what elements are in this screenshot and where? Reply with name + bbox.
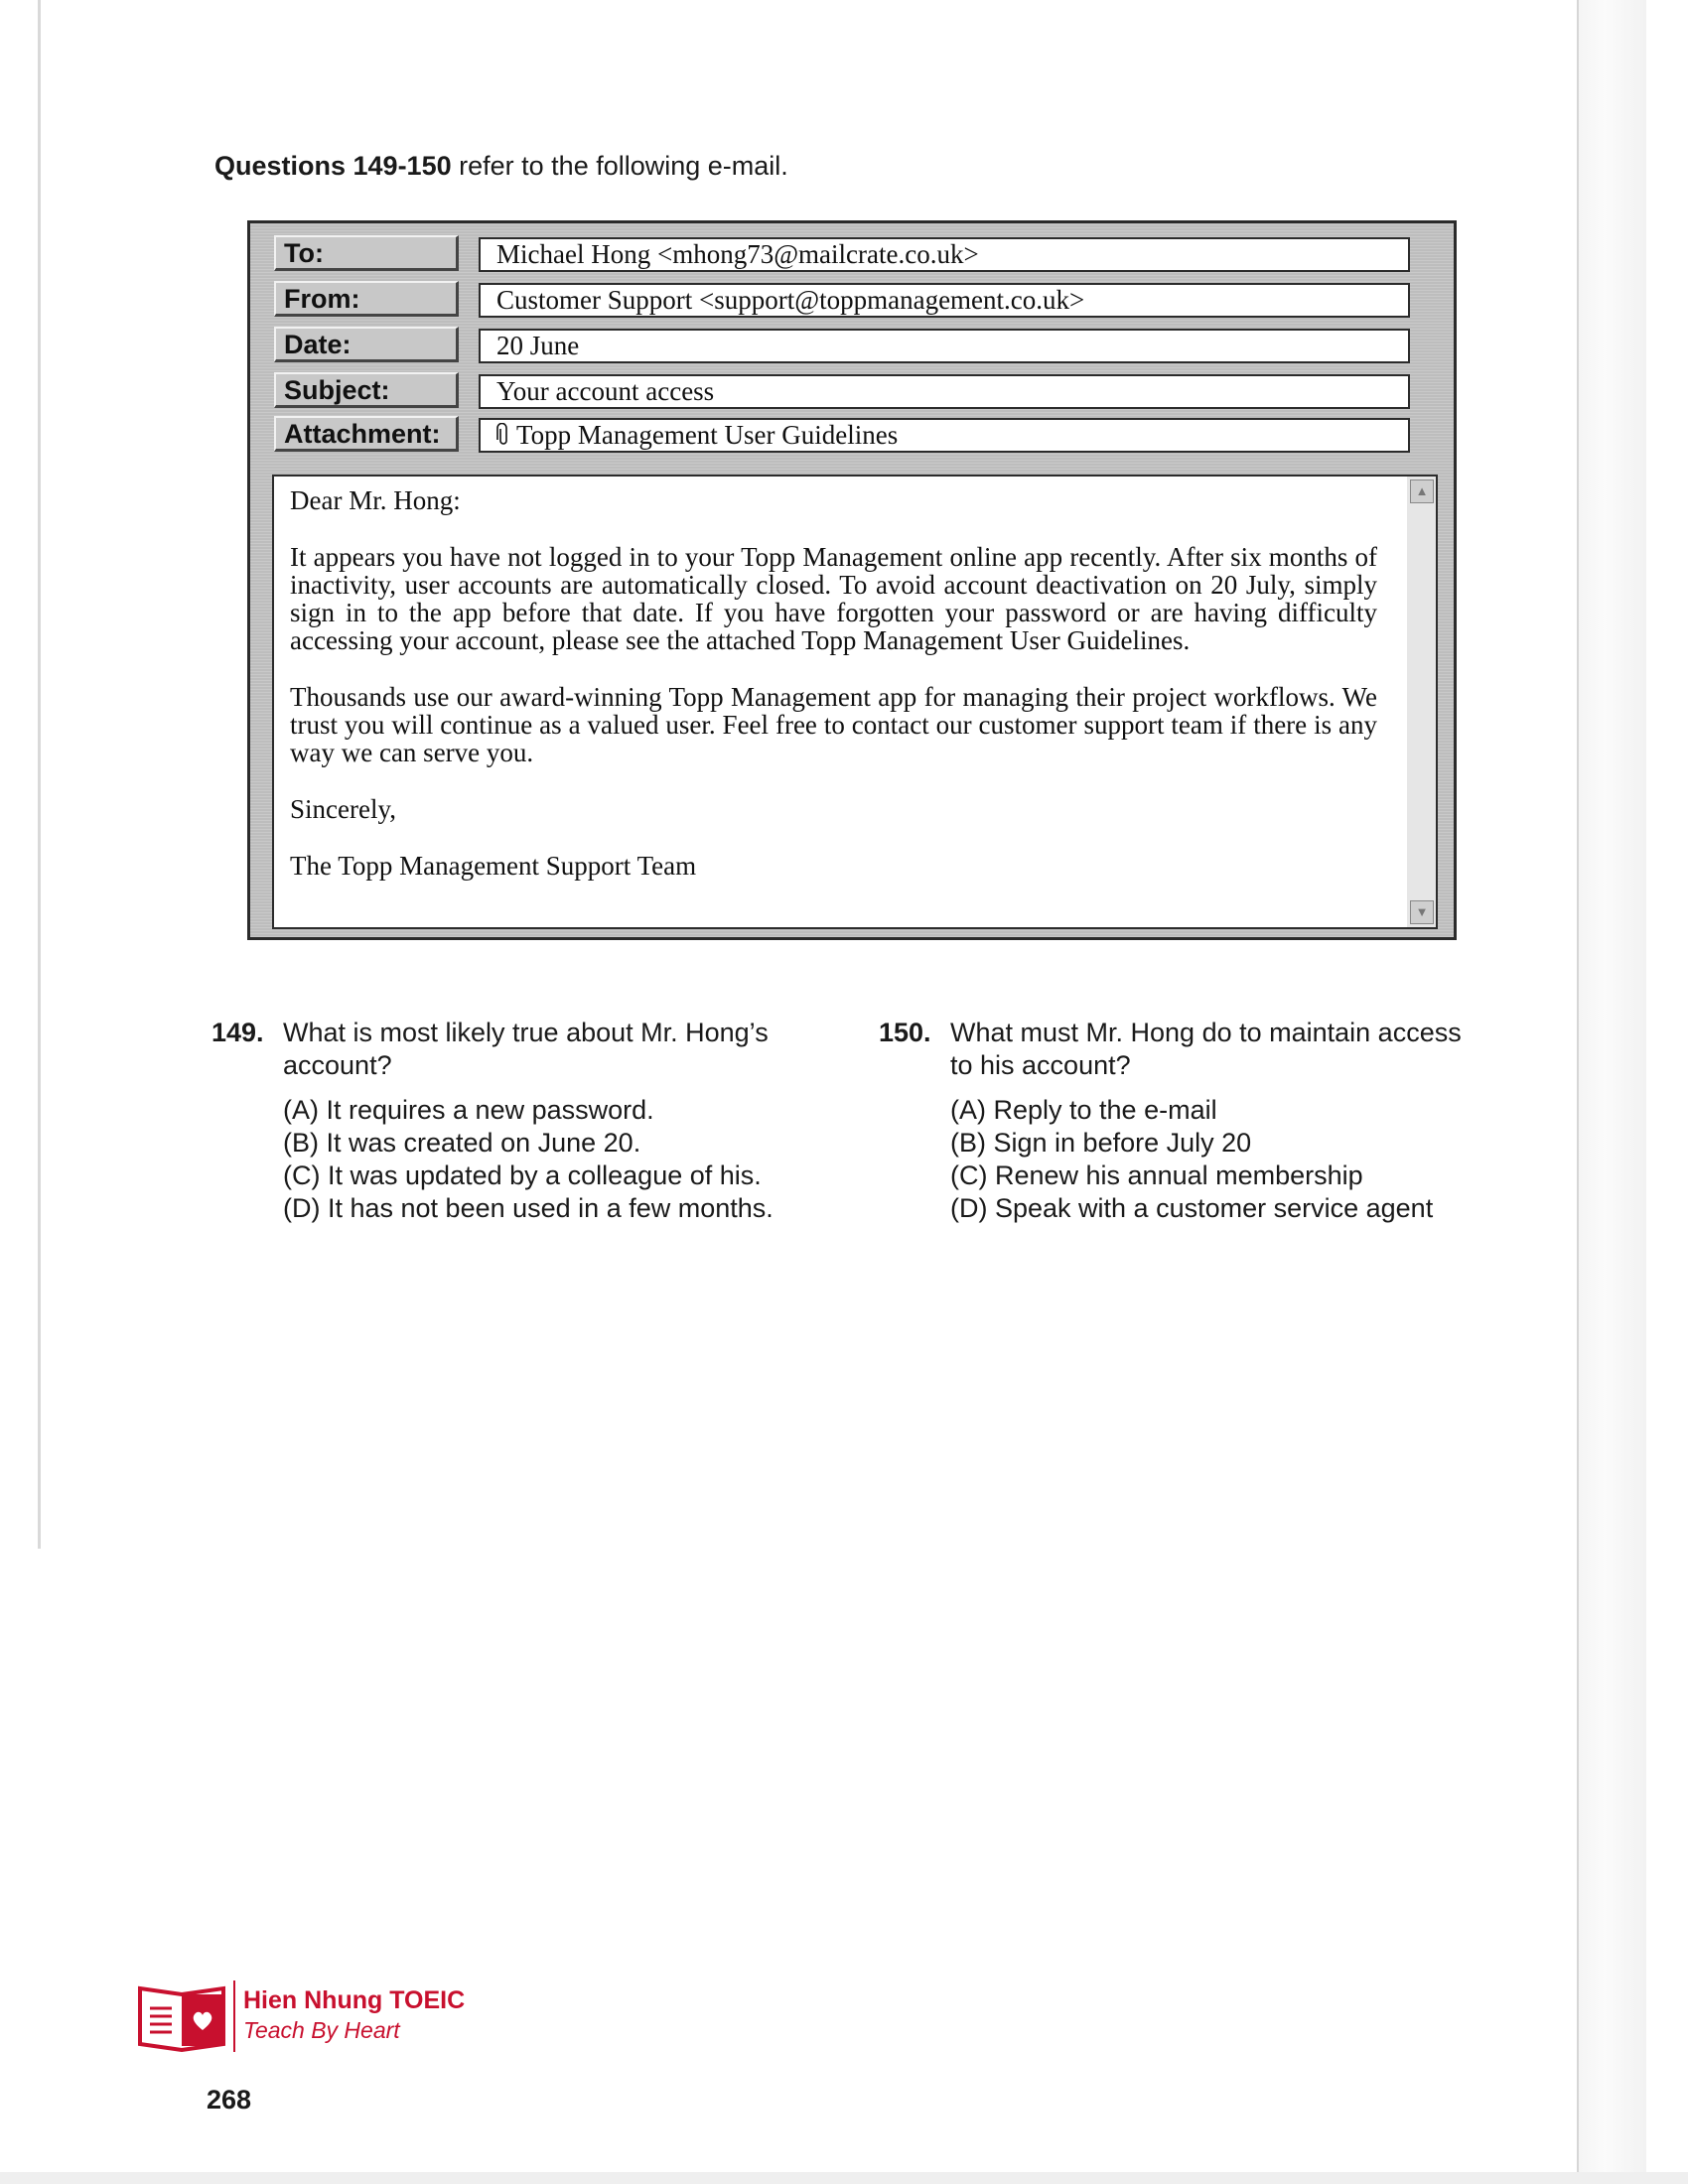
option-c[interactable]: (C) Renew his annual membership <box>950 1160 1363 1190</box>
publisher-logo <box>136 1980 513 2054</box>
book-heart-icon <box>136 1980 227 2050</box>
header-row-to <box>274 235 1451 271</box>
signature: The Topp Management Support Team <box>290 851 697 881</box>
body-paragraph-2: Thousands use our award-winning Topp Management app for managing their project workflows. We trust you will continue as a valued user. Feel free to contact our customer support team if there is any way we can serve you. <box>290 682 1377 767</box>
option-b[interactable]: (B) Sign in before July 20 <box>950 1128 1252 1158</box>
question-number: 149. <box>211 1018 264 1047</box>
page-number: 268 <box>207 2085 252 2115</box>
page-edge-bottom <box>0 2172 1688 2184</box>
paperclip-icon <box>496 422 510 453</box>
logo-tagline: Teach By Heart <box>243 2017 400 2043</box>
header-row-subject <box>274 372 1451 408</box>
header-row-attachment <box>274 416 1451 452</box>
attachment-field[interactable] <box>479 418 1410 453</box>
greeting: Dear Mr. Hong: <box>290 485 461 515</box>
date-field: 20 June <box>479 329 1410 363</box>
option-d[interactable]: (D) Speak with a customer service agent <box>950 1193 1434 1223</box>
answer-options <box>283 1094 774 1225</box>
body-paragraph-1: It appears you have not logged in to your Topp Management online app recently. After six months of inactivity, user accounts are automatically closed. To avoid account deactivation on 20 July, simply sign in to the app before that date. If you have forgotten your password or are having difficulty accessing your account, please see the attached Topp Management User Guidelines. <box>290 542 1377 655</box>
from-field: Customer Support <support@toppmanagement.co.uk> <box>479 283 1410 318</box>
option-a[interactable]: (A) It requires a new password. <box>283 1095 654 1125</box>
question-text: What is most likely true about Mr. Hong’s account? <box>283 1018 769 1080</box>
header-row-date <box>274 327 1451 362</box>
questions-range: Questions 149-150 <box>214 151 452 181</box>
to-field: Michael Hong <mhong73@mailcrate.co.uk> <box>479 237 1410 272</box>
logo-divider <box>233 1980 235 2052</box>
option-b[interactable]: (B) It was created on June 20. <box>283 1128 641 1158</box>
option-d[interactable]: (D) It has not been used in a few months. <box>283 1193 774 1223</box>
intro-text: refer to the following e-mail. <box>459 151 788 181</box>
email-body <box>272 475 1409 929</box>
logo-title: Hien Nhung TOEIC <box>243 1986 466 2014</box>
closing: Sincerely, <box>290 794 396 824</box>
scroll-down-icon[interactable]: ▼ <box>1410 900 1434 924</box>
to-label: To: <box>274 235 459 271</box>
scrollbar[interactable] <box>1407 475 1438 929</box>
page-edge-left <box>38 0 41 1549</box>
email-window <box>247 220 1457 940</box>
from-label: From: <box>274 281 459 317</box>
page-edge-right <box>1577 0 1646 2184</box>
header-row-from <box>274 281 1451 317</box>
scroll-up-icon[interactable]: ▲ <box>1410 479 1434 503</box>
answer-options <box>950 1094 1433 1225</box>
date-label: Date: <box>274 327 459 362</box>
question-text: What must Mr. Hong do to maintain access to his account? <box>950 1018 1462 1080</box>
subject-field: Your account access <box>479 374 1410 409</box>
questions-intro <box>214 151 788 182</box>
option-a[interactable]: (A) Reply to the e-mail <box>950 1095 1217 1125</box>
attachment-name: Topp Management User Guidelines <box>516 420 899 450</box>
subject-label: Subject: <box>274 372 459 408</box>
option-c[interactable]: (C) It was updated by a colleague of his. <box>283 1160 762 1190</box>
question-number: 150. <box>879 1018 931 1047</box>
attachment-label: Attachment: <box>274 416 459 452</box>
